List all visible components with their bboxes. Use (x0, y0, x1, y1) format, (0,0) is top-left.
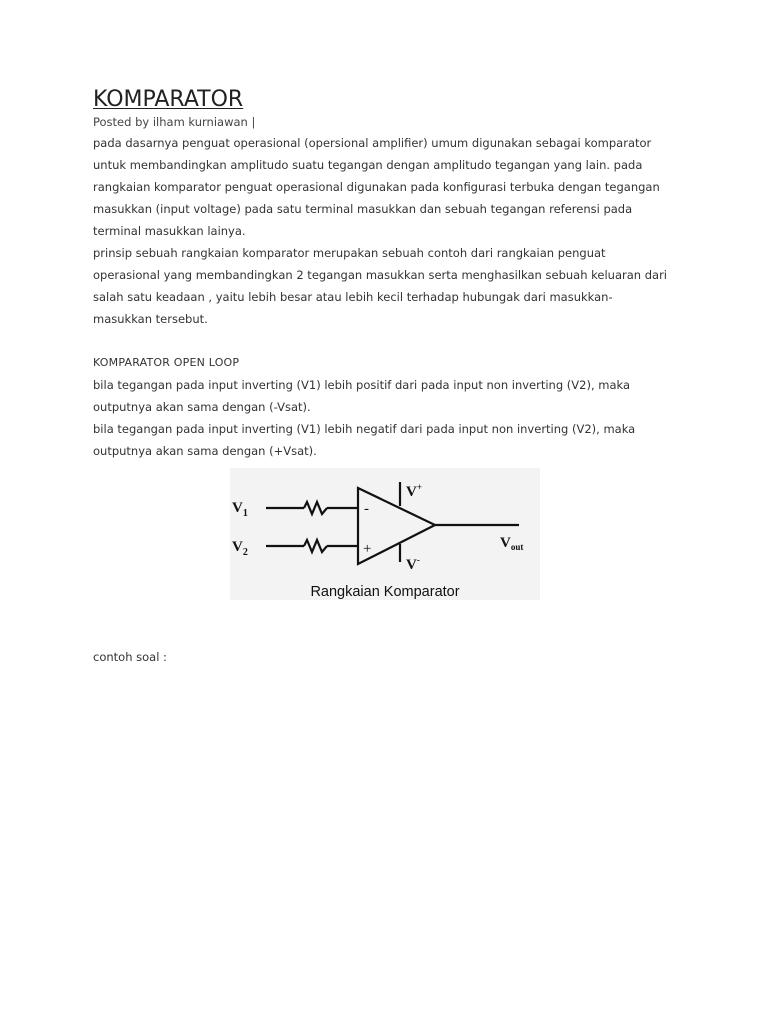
article-title[interactable]: KOMPARATOR (93, 87, 244, 112)
non-inverting-sign: + (363, 541, 372, 557)
article (93, 86, 693, 462)
text-line: prinsip sebuah rangkaian komparator merupakan sebuah contoh dari rangkaian penguat (93, 246, 606, 260)
text-line: salah satu keadaan , yaitu lebih besar atau lebih kecil terhadap hubungak dari masukkan- (93, 290, 613, 304)
text-line: untuk membandingkan amplitudo suatu tegangan dengan amplitudo tegangan yang lain. pada (93, 158, 643, 172)
text-line: terminal masukkan lainya. (93, 224, 246, 238)
vplus-label: V+ (406, 482, 422, 500)
vminus-label: V- (406, 555, 420, 573)
v2-label: $V_2$ (232, 539, 248, 558)
intro-paragraph (93, 132, 693, 330)
text-line: masukkan tersebut. (93, 312, 208, 326)
text-line: bila tegangan pada input inverting (V1) lebih positif dari pada input non inverting (V2), maka (93, 378, 631, 392)
text-line: bila tegangan pada input inverting (V1) lebih negatif dari pada input non inverting (V2), maka (93, 422, 636, 436)
text-line: outputnya akan sama dengan (-Vsat). (93, 400, 311, 414)
spacer (93, 330, 693, 352)
vout-label: $V_{out}$ (500, 535, 524, 552)
text-line: pada dasarnya penguat operasional (opersional amplifier) umum digunakan sebagai komparator (93, 136, 652, 150)
section-heading: KOMPARATOR OPEN LOOP (93, 356, 240, 369)
figure-background (230, 468, 540, 600)
byline: Posted by ilham kurniawan | (93, 115, 256, 129)
text-line: masukkan (input voltage) pada satu terminal masukkan dan sebuah tegangan referensi pada (93, 202, 633, 216)
text-line: outputnya akan sama dengan (+Vsat). (93, 444, 317, 458)
comparator-circuit-figure (230, 468, 540, 600)
open-loop-paragraph (93, 374, 693, 462)
example-heading: contoh soal : (93, 650, 167, 664)
text-line: operasional yang membandingkan 2 tegangan masukkan serta menghasilkan sebuah keluaran dari (93, 268, 667, 282)
figure-caption: Rangkaian Komparator (310, 584, 460, 600)
text-line: rangkaian komparator penguat operasional digunakan pada konfigurasi terbuka dengan tegangan (93, 180, 660, 194)
v1-label: $V_1$ (232, 500, 248, 519)
inverting-sign: - (364, 501, 369, 517)
